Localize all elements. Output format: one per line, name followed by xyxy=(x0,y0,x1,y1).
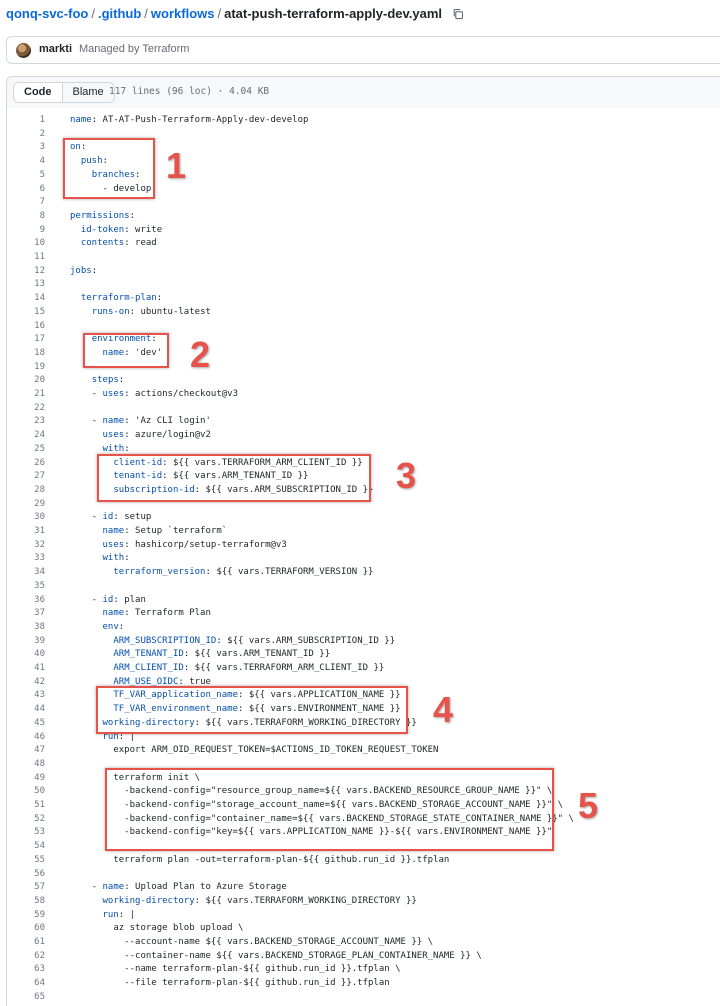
yaml-key: push xyxy=(80,156,103,167)
line-number[interactable]: 26 xyxy=(34,457,45,468)
code-text: ARM_CLIENT_ID: ${{ vars.TERRAFORM_ARM_CLIENT_ID }} xyxy=(113,663,385,673)
code-text: ARM_SUBSCRIPTION_ID: ${{ vars.ARM_SUBSCRIPTION_ID }} xyxy=(113,635,396,646)
code-text: client-id: ${{ vars.TERRAFORM_ARM_CLIENT_ID }} xyxy=(113,457,363,468)
code-line xyxy=(7,539,720,553)
line-number[interactable]: 7 xyxy=(39,197,45,208)
line-number[interactable]: 29 xyxy=(34,498,45,509)
code-text: --container-name ${{ vars.BACKEND_STORAGE_PLAN_CONTAINER_NAME }} \ xyxy=(70,950,482,961)
annotation-number-2: 2 xyxy=(190,334,211,375)
yaml-key: id-token xyxy=(80,224,125,235)
code-line xyxy=(7,402,720,416)
code-line xyxy=(7,854,720,868)
code-text: subscription-id: ${{ vars.ARM_SUBSCRIPTION_ID }} xyxy=(113,484,374,495)
line-number[interactable]: 42 xyxy=(34,676,45,687)
code-text: - name: 'Az CLI login' xyxy=(70,416,211,427)
yaml-key: terraform-plan xyxy=(80,293,157,304)
yaml-key: id xyxy=(102,512,114,523)
code-line xyxy=(7,922,720,936)
line-number[interactable]: 27 xyxy=(34,471,45,482)
code-text: terraform-plan: xyxy=(80,293,163,304)
line-number[interactable]: 51 xyxy=(34,800,45,810)
code-line xyxy=(7,909,720,923)
code-line xyxy=(7,525,720,539)
line-number[interactable]: 45 xyxy=(34,717,45,728)
code-line xyxy=(7,607,720,621)
line-number[interactable]: 18 xyxy=(34,347,45,358)
line-number[interactable]: 40 xyxy=(34,649,45,660)
line-number[interactable]: 24 xyxy=(34,430,45,441)
file-header xyxy=(6,76,720,109)
code-line xyxy=(7,210,720,224)
line-number[interactable]: 8 xyxy=(39,210,45,221)
code-line xyxy=(7,950,720,964)
code-line xyxy=(7,237,720,251)
code-text: with: xyxy=(102,443,130,454)
code-text: permissions: xyxy=(70,210,136,221)
code-text: tenant-id: ${{ vars.ARM_TENANT_ID }} xyxy=(113,471,309,482)
line-number[interactable]: 13 xyxy=(34,279,45,290)
line-number[interactable]: 47 xyxy=(34,745,45,756)
code-line xyxy=(7,662,720,676)
yaml-key: ARM_CLIENT_ID xyxy=(113,663,184,673)
highlight-box-1 xyxy=(63,138,155,199)
yaml-key: contents xyxy=(80,238,125,249)
line-number[interactable]: 34 xyxy=(34,567,45,578)
code-text: --file terraform-plan-${{ github.run_id }}.tfplan xyxy=(70,978,390,989)
code-text: -backend-config="key=${{ vars.APPLICATION_NAME }}-${{ vars.ENVIRONMENT_NAME }}" xyxy=(70,827,553,838)
code-line xyxy=(7,621,720,635)
line-number[interactable]: 3 xyxy=(39,142,45,153)
yaml-key: with xyxy=(102,443,125,454)
code-text: export ARM_OID_REQUEST_TOKEN=$ACTIONS_ID_TOKEN_REQUEST_TOKEN xyxy=(70,745,439,756)
code-line xyxy=(7,320,720,334)
line-number[interactable]: 52 xyxy=(34,813,45,824)
code-text: terraform plan -out=terraform-plan-${{ github.run_id }}.tfplan xyxy=(70,854,450,865)
line-number[interactable]: 49 xyxy=(34,772,45,783)
line-number[interactable]: 20 xyxy=(34,375,45,386)
highlight-box-4 xyxy=(96,686,408,734)
code-line xyxy=(7,429,720,443)
code-text: with: xyxy=(102,553,130,564)
code-line xyxy=(7,594,720,608)
line-number[interactable]: 41 xyxy=(34,663,45,673)
code-line xyxy=(7,648,720,662)
yaml-key: runs-on xyxy=(91,306,130,317)
code-line xyxy=(7,868,720,882)
code-line xyxy=(7,580,720,594)
line-number[interactable]: 65 xyxy=(34,991,45,1002)
code-line xyxy=(7,566,720,580)
yaml-key: TF_VAR_environment_name xyxy=(113,704,238,715)
line-number[interactable]: 6 xyxy=(39,183,45,194)
yaml-key: uses xyxy=(102,430,125,441)
yaml-key: uses xyxy=(102,389,125,399)
line-number[interactable]: 50 xyxy=(34,786,45,797)
yaml-key: name xyxy=(102,526,125,536)
line-number[interactable]: 35 xyxy=(34,580,45,591)
code-line xyxy=(7,552,720,566)
breadcrumb-github-link[interactable]: .github xyxy=(97,6,142,21)
code-text: run: | xyxy=(102,909,136,920)
code-text: ARM_USE_OIDC: true xyxy=(113,676,211,687)
code-line xyxy=(7,374,720,388)
line-number[interactable]: 56 xyxy=(34,868,45,879)
code-text: name: Terraform Plan xyxy=(102,608,211,619)
code-text: - id: plan xyxy=(70,594,146,605)
line-number[interactable]: 53 xyxy=(34,827,45,838)
code-line xyxy=(7,635,720,649)
code-text: -backend-config="container_name=${{ vars.BACKEND_STORAGE_STATE_CONTAINER_NAME }}" \ xyxy=(70,813,574,824)
highlight-box-3 xyxy=(97,454,371,502)
code-text: on: xyxy=(70,142,87,153)
line-number[interactable]: 25 xyxy=(34,443,45,454)
line-number[interactable]: 58 xyxy=(34,895,45,906)
code-line xyxy=(7,895,720,909)
commit-message: Managed by Terraform xyxy=(79,43,190,55)
code-text: terraform_version: ${{ vars.TERRAFORM_VERSION }} xyxy=(113,567,374,578)
yaml-key: branches xyxy=(91,169,136,180)
code-line xyxy=(7,963,720,977)
code-text: working-directory: ${{ vars.TERRAFORM_WORKING_DIRECTORY }} xyxy=(102,895,417,906)
breadcrumb-workflows-link[interactable]: workflows xyxy=(150,6,215,21)
line-number[interactable]: 63 xyxy=(34,964,45,975)
line-number[interactable]: 54 xyxy=(34,841,45,852)
yaml-key: permissions xyxy=(70,210,130,221)
yaml-key: working-directory xyxy=(102,895,195,906)
line-number[interactable]: 57 xyxy=(34,882,45,893)
code-line xyxy=(7,936,720,950)
annotation-number-5: 5 xyxy=(578,785,599,826)
yaml-key: env xyxy=(102,621,119,632)
line-number[interactable]: 30 xyxy=(34,512,45,523)
code-text: jobs: xyxy=(70,265,98,276)
yaml-key: terraform_version xyxy=(113,567,206,578)
code-line xyxy=(7,292,720,306)
copy-icon[interactable] xyxy=(452,7,464,25)
code-text: env: xyxy=(102,621,125,632)
code-line xyxy=(7,744,720,758)
line-number[interactable]: 48 xyxy=(34,758,45,769)
line-number[interactable]: 16 xyxy=(34,320,45,331)
line-number[interactable]: 5 xyxy=(39,169,45,180)
line-number[interactable]: 59 xyxy=(34,909,45,920)
code-text: TF_VAR_environment_name: ${{ vars.ENVIRONMENT_NAME }} xyxy=(113,704,401,715)
yaml-key: jobs xyxy=(70,265,92,276)
yaml-key: run xyxy=(102,909,119,920)
annotation-number-4: 4 xyxy=(433,689,454,730)
line-number[interactable]: 39 xyxy=(34,635,45,646)
breadcrumb-separator: / xyxy=(144,6,148,21)
yaml-key: client-id xyxy=(113,457,163,468)
breadcrumb-separator: / xyxy=(91,6,95,21)
breadcrumb-separator: / xyxy=(217,6,222,21)
yaml-key: tenant-id xyxy=(113,471,163,482)
yaml-key: working-directory xyxy=(102,717,195,728)
yaml-key: steps xyxy=(91,375,119,386)
code-text: - id: setup xyxy=(70,512,152,523)
yaml-key: name xyxy=(102,882,125,893)
yaml-key: ARM_SUBSCRIPTION_ID xyxy=(113,635,217,646)
line-number[interactable]: 11 xyxy=(34,252,45,262)
code-text: branches: xyxy=(91,169,141,180)
breadcrumb xyxy=(6,5,464,25)
code-text: id-token: write xyxy=(80,224,163,235)
line-number[interactable]: 22 xyxy=(34,402,45,413)
line-number[interactable]: 32 xyxy=(34,539,45,550)
code-text: -backend-config="resource_group_name=${{ vars.BACKEND_RESOURCE_GROUP_NAME }}" \ xyxy=(70,786,553,797)
line-number[interactable]: 2 xyxy=(39,128,45,139)
line-number[interactable]: 62 xyxy=(34,950,45,961)
yaml-key: subscription-id xyxy=(113,484,195,495)
yaml-key: TF_VAR_application_name xyxy=(113,690,238,701)
yaml-key: with xyxy=(102,553,125,564)
line-number[interactable]: 44 xyxy=(34,704,45,715)
view-toggle xyxy=(13,82,115,103)
line-number[interactable]: 43 xyxy=(34,690,45,701)
code-text: steps: xyxy=(91,375,125,386)
code-text: working-directory: ${{ vars.TERRAFORM_WORKING_DIRECTORY }} xyxy=(102,717,417,728)
code-line xyxy=(7,511,720,525)
code-text: --name terraform-plan-${{ github.run_id }}.tfplan \ xyxy=(70,964,401,975)
line-number[interactable]: 28 xyxy=(34,484,45,495)
code-line xyxy=(7,991,720,1005)
code-line xyxy=(7,251,720,265)
yaml-key: run xyxy=(102,731,119,742)
line-number[interactable]: 23 xyxy=(34,416,45,427)
highlight-box-2 xyxy=(83,333,169,368)
yaml-key: ARM_TENANT_ID xyxy=(113,649,184,660)
line-number[interactable]: 17 xyxy=(34,334,45,345)
code-text: environment: xyxy=(91,334,157,345)
latest-commit-bar xyxy=(6,36,720,64)
yaml-key: name xyxy=(102,416,125,427)
yaml-key: name xyxy=(70,115,92,125)
code-text: -backend-config="storage_account_name=${{ vars.BACKEND_STORAGE_ACCOUNT_NAME }}" \ xyxy=(70,800,564,810)
code-text: uses: hashicorp/setup-terraform@v3 xyxy=(102,539,287,550)
line-number[interactable]: 12 xyxy=(34,265,45,276)
code-line xyxy=(7,415,720,429)
code-text: terraform init \ xyxy=(70,772,201,783)
line-number[interactable]: 21 xyxy=(34,389,45,399)
code-text: az storage blob upload \ xyxy=(70,923,244,934)
code-text: name: AT-AT-Push-Terraform-Apply-dev-develop xyxy=(70,115,309,125)
code-line xyxy=(7,881,720,895)
line-number[interactable]: 38 xyxy=(34,621,45,632)
line-number[interactable]: 31 xyxy=(34,526,45,536)
avatar[interactable] xyxy=(16,43,31,58)
code-line xyxy=(7,977,720,991)
file-meta: 117 lines (96 loc) · 4.04 KB xyxy=(109,86,270,97)
code-text: runs-on: ubuntu-latest xyxy=(91,306,211,317)
code-line xyxy=(7,278,720,292)
line-number[interactable]: 15 xyxy=(34,306,45,317)
code-line xyxy=(7,265,720,279)
highlight-box-5 xyxy=(105,768,554,851)
code-text: --account-name ${{ vars.BACKEND_STORAGE_ACCOUNT_NAME }} \ xyxy=(70,937,434,947)
code-text: uses: azure/login@v2 xyxy=(102,430,211,441)
commit-author-link[interactable]: markti xyxy=(39,43,73,55)
code-line xyxy=(7,114,720,128)
yaml-key: on xyxy=(70,142,81,153)
code-text: - develop xyxy=(70,183,152,194)
code-text: name: Setup `terraform` xyxy=(102,526,228,536)
line-number[interactable]: 64 xyxy=(34,978,45,989)
code-text: - uses: actions/checkout@v3 xyxy=(70,389,238,399)
line-number[interactable]: 36 xyxy=(34,594,45,605)
line-number[interactable]: 1 xyxy=(39,115,45,125)
line-number[interactable]: 19 xyxy=(34,361,45,372)
line-number[interactable]: 14 xyxy=(34,293,45,304)
annotation-number-3: 3 xyxy=(396,455,417,496)
code-line xyxy=(7,388,720,402)
code-text: contents: read xyxy=(80,238,157,249)
line-number[interactable]: 4 xyxy=(39,156,45,167)
line-number[interactable]: 37 xyxy=(34,608,45,619)
code-text: name: 'dev' xyxy=(102,347,163,358)
yaml-key: ARM_USE_OIDC xyxy=(113,676,179,687)
annotation-number-1: 1 xyxy=(166,145,187,186)
yaml-key: name xyxy=(102,608,125,619)
code-line xyxy=(7,224,720,238)
blame-tab[interactable]: Blame xyxy=(72,86,104,98)
line-number[interactable]: 61 xyxy=(34,937,45,947)
line-number[interactable]: 60 xyxy=(34,923,45,934)
yaml-key: uses xyxy=(102,539,125,550)
code-text: TF_VAR_application_name: ${{ vars.APPLICATION_NAME }} xyxy=(113,690,401,701)
line-number[interactable]: 46 xyxy=(34,731,45,742)
breadcrumb-file-name: atat-push-terraform-apply-dev.yaml xyxy=(224,6,443,21)
yaml-key: id xyxy=(102,594,114,605)
yaml-key: environment xyxy=(91,334,152,345)
code-text: ARM_TENANT_ID: ${{ vars.ARM_TENANT_ID }} xyxy=(113,649,331,660)
code-tab[interactable]: Code xyxy=(14,83,63,102)
code-line xyxy=(7,306,720,320)
yaml-key: name xyxy=(102,347,125,358)
line-number[interactable]: 10 xyxy=(34,238,45,249)
breadcrumb-repo-link[interactable]: qonq-svc-foo xyxy=(6,6,89,21)
code-viewer xyxy=(6,108,720,1006)
line-number[interactable]: 9 xyxy=(39,224,45,235)
code-text: run: | xyxy=(102,731,136,742)
code-text: push: xyxy=(80,156,108,167)
line-number[interactable]: 55 xyxy=(34,854,45,865)
code-text: - name: Upload Plan to Azure Storage xyxy=(70,882,287,893)
line-number[interactable]: 33 xyxy=(34,553,45,564)
